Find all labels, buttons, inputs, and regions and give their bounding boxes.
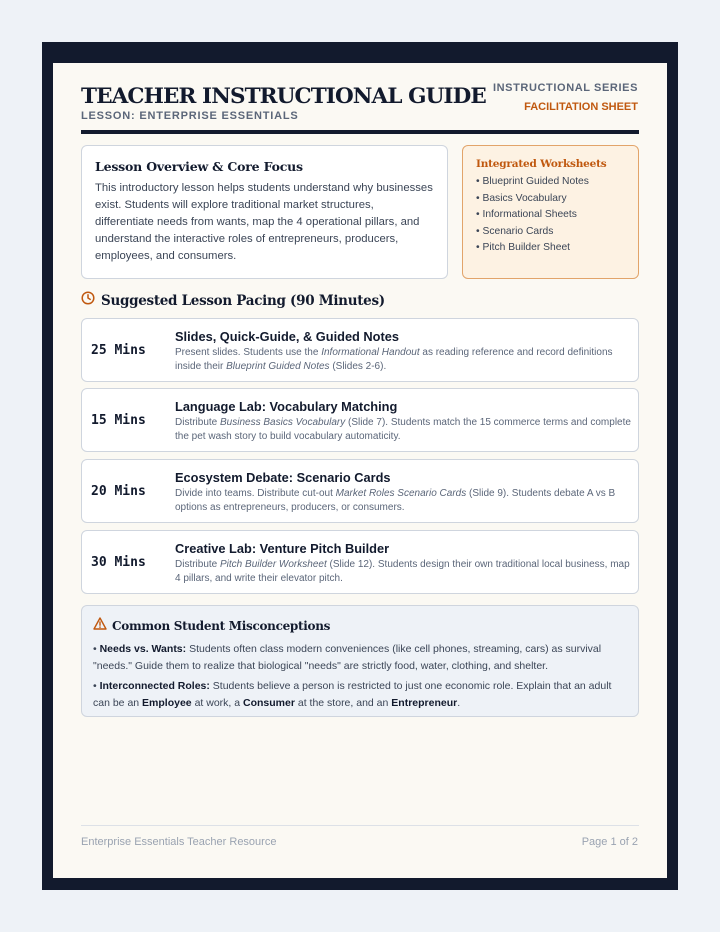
clock-icon (81, 291, 95, 310)
integrated-worksheets-card (462, 145, 639, 279)
lesson-subtitle: LESSON: ENTERPRISE ESSENTIALS (81, 110, 299, 122)
pacing-description: Divide into teams. Distribute cut-out Market Roles Scenario Cards (Slide 9). Students debate A vs B options as entrepreneurs, producers, or consumers. (175, 488, 616, 513)
pacing-duration: 15 Mins (91, 412, 146, 428)
pacing-title: Ecosystem Debate: Scenario Cards (175, 470, 391, 485)
misconceptions-heading: Common Student Misconceptions (112, 619, 331, 633)
pacing-section-header (81, 291, 385, 310)
pacing-item (81, 459, 639, 523)
worksheet-item: • Scenario Cards (476, 225, 554, 237)
pacing-duration: 25 Mins (91, 342, 146, 358)
misconception-roles: • Interconnected Roles: Students believe a person is restricted to just one economic role. Explain that an adult can be an Employee at work, a Consumer at the store, and an Entrepreneur. (93, 680, 612, 709)
footer-resource-label: Enterprise Essentials Teacher Resource (81, 836, 277, 848)
pacing-title: Slides, Quick-Guide, & Guided Notes (175, 329, 399, 344)
footer-divider (81, 825, 639, 826)
worksheets-heading: Integrated Worksheets (476, 158, 607, 170)
header-divider (81, 130, 639, 134)
document-title: TEACHER INSTRUCTIONAL GUIDE (81, 84, 486, 109)
pacing-item (81, 530, 639, 594)
lesson-overview-card (81, 145, 448, 279)
worksheet-item: • Blueprint Guided Notes (476, 176, 589, 187)
pacing-title: Creative Lab: Venture Pitch Builder (175, 541, 390, 556)
pacing-heading: Suggested Lesson Pacing (90 Minutes) (101, 292, 385, 309)
warning-icon (93, 617, 107, 635)
pacing-title: Language Lab: Vocabulary Matching (175, 399, 398, 414)
page-number: Page 1 of 2 (581, 836, 638, 848)
worksheet-item: • Pitch Builder Sheet (476, 242, 571, 253)
sheet-type-label: FACILITATION SHEET (524, 101, 638, 113)
misconception-needs-wants: • Needs vs. Wants: Students often class modern conveniences (like cell phones, streaming, cars) as survival "needs." Guide them to realize that biological "needs" are strictly food, water, clothing, and shelter. (93, 643, 602, 672)
pacing-duration: 30 Mins (91, 554, 146, 570)
pacing-description: Present slides. Students use the Informational Handout as reading reference and record definitions inside their Blueprint Guided Notes (Slides 2-6). (175, 347, 613, 372)
worksheet-item: • Informational Sheets (476, 209, 577, 220)
series-label: INSTRUCTIONAL SERIES (492, 82, 638, 94)
pacing-duration: 20 Mins (91, 483, 146, 499)
worksheet-item: • Basics Vocabulary (476, 192, 567, 204)
misconceptions-card (81, 605, 639, 717)
pacing-description: Distribute Pitch Builder Worksheet (Slide 12). Students design their own traditional local business, map 4 pillars, and write their elevator pitch. (175, 559, 630, 584)
overview-heading: Lesson Overview & Core Focus (95, 159, 303, 174)
pacing-description: Distribute Business Basics Vocabulary (Slide 7). Students match the 15 commerce terms and complete the pet wash story to build vocabulary automaticity. (175, 417, 631, 442)
pacing-item (81, 388, 639, 452)
worksheets-list (476, 174, 626, 257)
pacing-item (81, 318, 639, 382)
overview-body: This introductory lesson helps students understand why businesses exist. Students will explore traditional market structures, differentiate needs from wants, map the 4 operational pillars, and understand the interactive roles of entrepreneurs, producers, employees, and consumers. (95, 182, 433, 262)
misconceptions-header (93, 617, 627, 635)
